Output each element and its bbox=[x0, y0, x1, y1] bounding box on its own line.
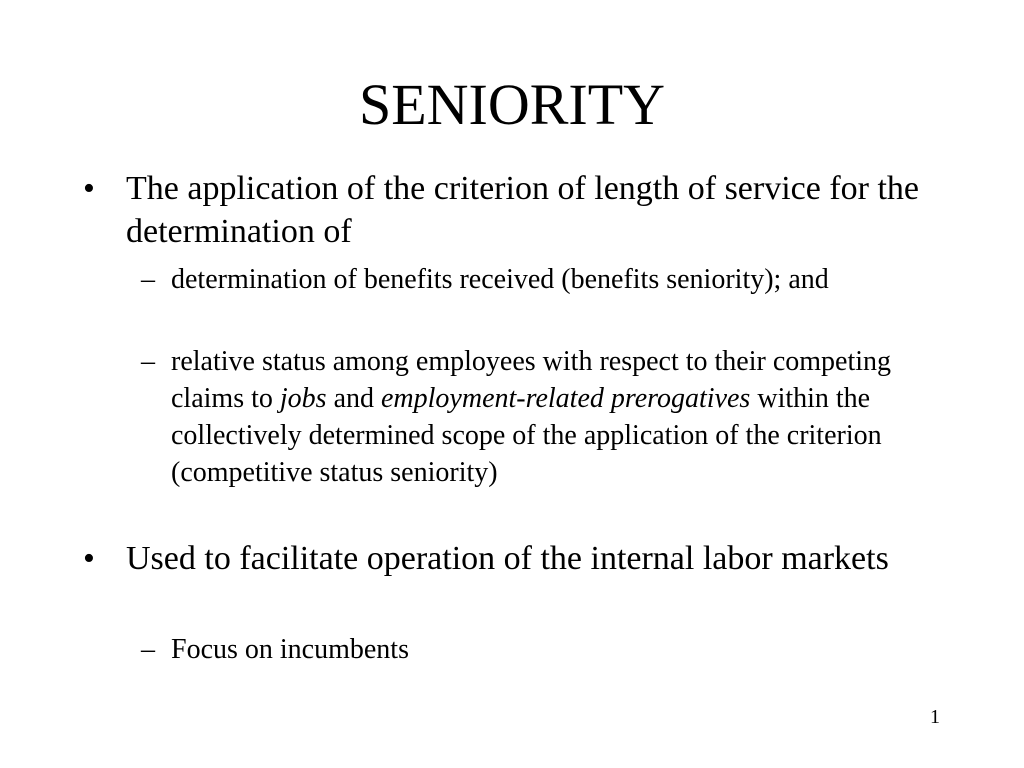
sub-bullet-text-part: and bbox=[326, 383, 381, 414]
sub-bullet-item bbox=[141, 343, 931, 491]
page-number: 1 bbox=[930, 706, 940, 728]
italic-term: employment-related prerogatives bbox=[381, 383, 751, 414]
dash-icon: – bbox=[141, 634, 155, 665]
bullet-icon: • bbox=[83, 540, 95, 577]
sub-bullet-item bbox=[141, 261, 931, 298]
dash-icon: – bbox=[141, 346, 155, 377]
sub-bullet-text-part: within the collectively determined scope of the application of the criterion (competitive status seniority) bbox=[171, 383, 882, 488]
sub-bullet-text: determination of benefits received (benefits seniority); and bbox=[171, 264, 829, 295]
bullet-item bbox=[83, 537, 926, 580]
dash-icon: – bbox=[141, 264, 155, 295]
bullet-text: The application of the criterion of length of service for the determination of bbox=[126, 170, 920, 250]
sub-bullet-text-part: relative status among employees with respect to their competing claims to bbox=[171, 346, 892, 414]
bullet-item bbox=[83, 167, 926, 253]
italic-term: jobs bbox=[279, 383, 327, 414]
slide-title: SENIORITY bbox=[358, 72, 666, 137]
sub-bullet-text: Focus on incumbents bbox=[171, 634, 409, 665]
sub-bullet-item bbox=[141, 631, 931, 668]
bullet-icon: • bbox=[83, 170, 95, 207]
bullet-text: Used to facilitate operation of the internal labor markets bbox=[126, 540, 889, 577]
